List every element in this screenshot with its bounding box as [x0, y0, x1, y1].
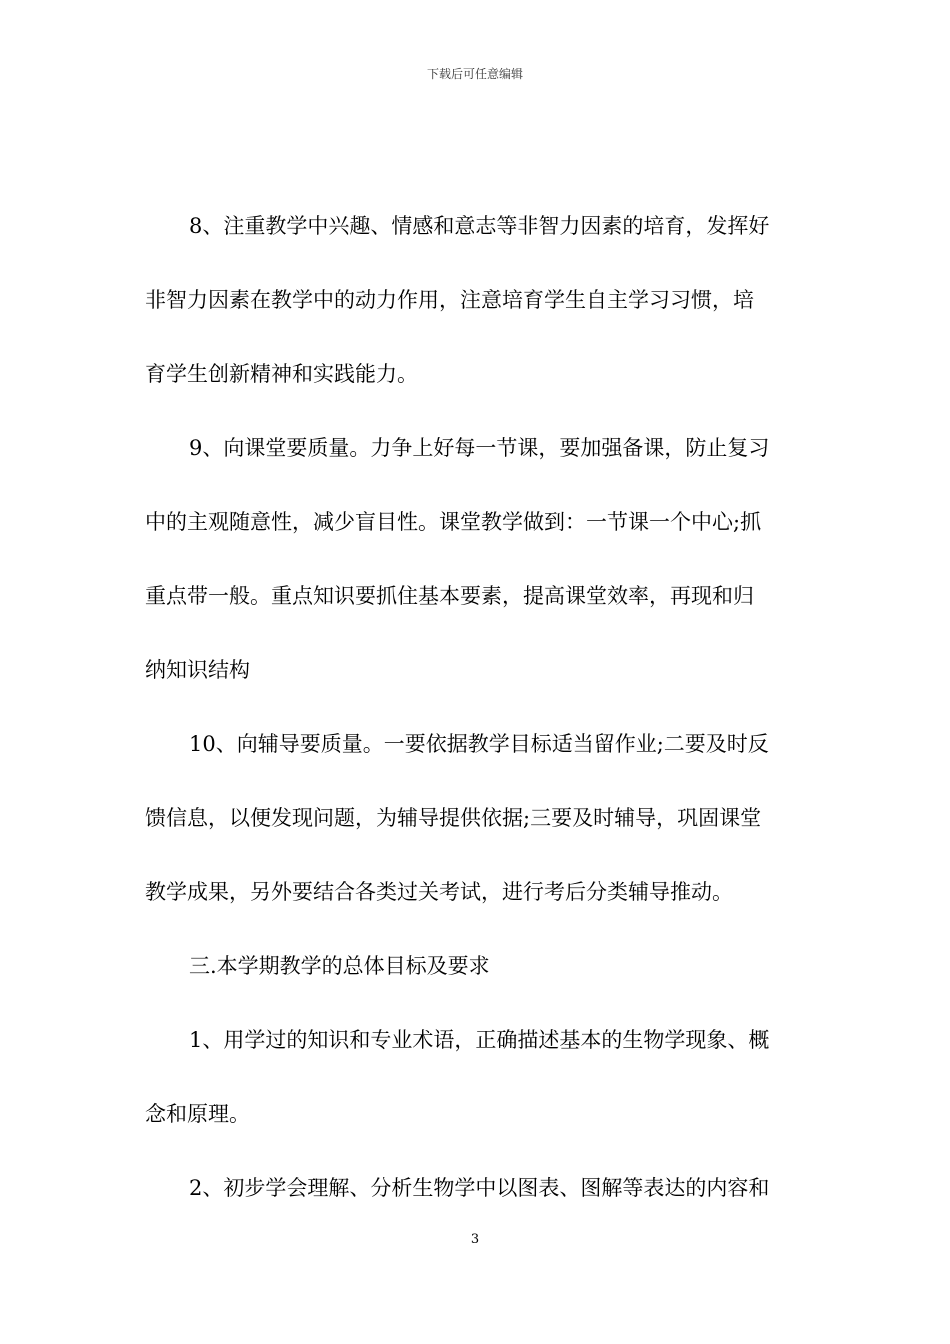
text-line: 馈信息，以便发现问题，为辅导提供依据;三要及时辅导，巩固课堂 [145, 806, 762, 830]
page-number: 3 [470, 1232, 480, 1247]
text-line: 非智力因素在教学中的动力作用，注意培育学生自主学习习惯，培 [145, 288, 754, 312]
text-line: 念和原理。 [145, 1102, 250, 1126]
text-line: 1、用学过的知识和专业术语，正确描述基本的生物学现象、概 [189, 1028, 770, 1052]
text-line: 2、初步学会理解、分析生物学中以图表、图解等表达的内容和 [189, 1176, 770, 1200]
text-line: 重点带一般。重点知识要抓住基本要素，提高课堂效率，再现和归 [145, 584, 754, 608]
text-line: 中的主观随意性，减少盲目性。课堂教学做到：一节课一个中心;抓 [145, 510, 762, 534]
text-line: 10、向辅导要质量。一要依据教学目标适当留作业;二要及时反 [189, 732, 769, 756]
text-line: 纳知识结构 [145, 658, 250, 682]
page-header-note: 下载后可任意编辑 [426, 67, 523, 81]
text-line: 育学生创新精神和实践能力。 [145, 362, 418, 386]
text-line: 8、注重教学中兴趣、情感和意志等非智力因素的培育，发挥好 [189, 214, 770, 238]
document-body [145, 204, 805, 1240]
section-heading: 三.本学期教学的总体目标及要求 [189, 954, 490, 978]
text-line: 教学成果，另外要结合各类过关考试，进行考后分类辅导推动。 [145, 880, 733, 904]
text-line: 9、向课堂要质量。力争上好每一节课，要加强备课，防止复习 [189, 436, 770, 460]
